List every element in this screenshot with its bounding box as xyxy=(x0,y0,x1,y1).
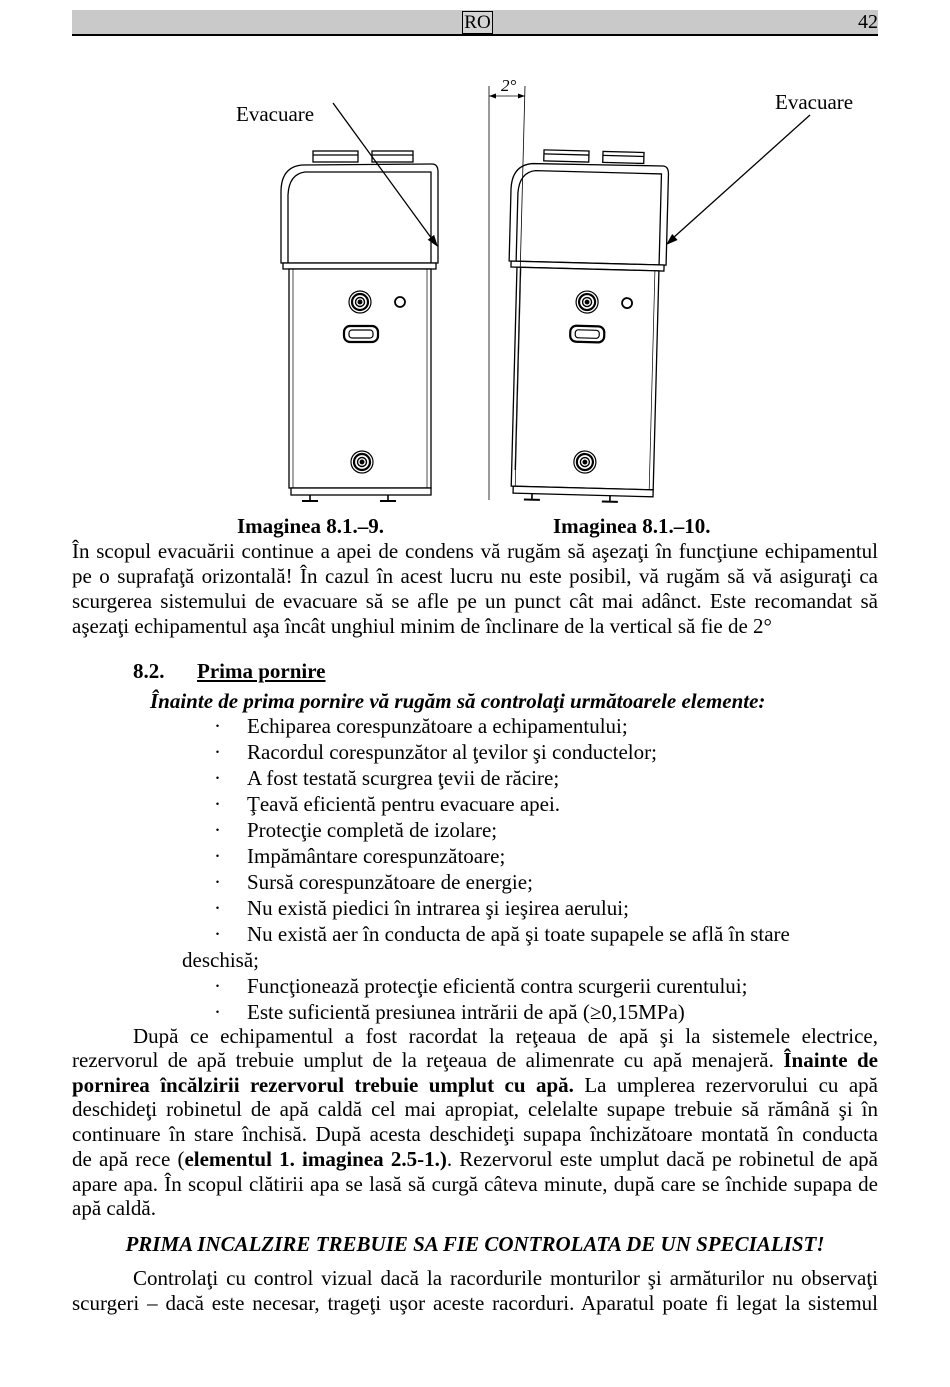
bullet: · xyxy=(214,818,221,842)
list-item xyxy=(0,999,950,1025)
list-item xyxy=(0,843,950,869)
paragraph-3-line-2: scurgeri – dacă este necesar, trageţi uşor aceste racorduri. Aparatul poate fi legat la sistemul xyxy=(72,1291,878,1315)
bold-text-run: pornirea încălzirii rezervorul trebuie umplut cu apă. xyxy=(72,1073,574,1097)
label-evacuare-left: Evacuare xyxy=(236,102,315,126)
list-item xyxy=(0,765,950,791)
list-item xyxy=(0,869,950,895)
list-item-text: Este suficientă presiunea intrării de apă (≥0,15MPa) xyxy=(247,1000,685,1024)
list-item xyxy=(0,973,950,999)
bullet: · xyxy=(214,922,221,946)
checklist-intro: Înainte de prima pornire vă rugăm să controlaţi următoarele elemente: xyxy=(150,689,766,713)
paragraph-1-line-3: scurgerea sistemului de evacuare să se afle pe un punct cât mai adânct. Este recomandat să xyxy=(72,589,878,613)
angle-dimension-arrow-right xyxy=(518,94,525,99)
list-item-text: A fost testată scurgrea ţevii de răcire; xyxy=(247,766,560,790)
list-item-text: Racordul corespunzător al ţevilor şi conductelor; xyxy=(247,740,657,764)
list-item xyxy=(0,791,950,817)
bold-text-run: elementul 1. imaginea 2.5-1.) xyxy=(184,1147,447,1171)
page-number: 42 xyxy=(858,11,878,33)
list-item-text: Ţeavă eficientă pentru evacuare apei. xyxy=(247,792,561,816)
paragraph-2-line-3 xyxy=(72,1073,878,1098)
bullet: · xyxy=(214,870,221,894)
bold-text-run: Înainte de xyxy=(783,1048,878,1072)
paragraph-1-line-1: În scopul evacuării continue a apei de condens vă rugăm să aşezaţi în funcţiune echipamentul xyxy=(72,539,878,563)
figure-caption-right: Imaginea 8.1.–10. xyxy=(553,514,711,538)
installation-figures xyxy=(0,0,950,512)
section-number: 8.2. xyxy=(133,659,165,683)
angle-label: 2° xyxy=(501,76,517,95)
list-item-text: Funcţionează protecţie eficientă contra scurgerii curentului; xyxy=(247,974,748,998)
bullet: · xyxy=(214,714,221,738)
device-drawing-level xyxy=(281,151,438,502)
arrow-right-line xyxy=(673,115,810,238)
list-item-text: Nu există aer în conducta de apă şi toate supapele se află în stare xyxy=(247,922,790,946)
paragraph-2-line-1: După ce echipamentul a fost racordat la reţeaua de apă şi la sistemele electrice, xyxy=(133,1024,878,1048)
bullet: · xyxy=(214,740,221,764)
list-item-continuation-text: deschisă; xyxy=(182,948,259,972)
paragraph-2-line-2 xyxy=(72,1048,878,1073)
bullet: · xyxy=(214,1000,221,1024)
list-item xyxy=(0,921,950,947)
header-language-box: RO xyxy=(462,11,493,34)
text-run: . Rezervorul este umplut dacă pe robinetul de apă xyxy=(446,1147,878,1171)
bullet: · xyxy=(214,792,221,816)
list-item-text: Sursă corespunzătoare de energie; xyxy=(247,870,533,894)
paragraph-2-line-5: continuare în stare închisă. După acesta deschideţi supapa închizătoare montată în conducta xyxy=(72,1122,878,1146)
paragraph-2-line-7: apare apa. În scopul clătirii apa se lasă să curgă câteva minute, după care se închide supapa de xyxy=(72,1172,878,1196)
paragraph-2-line-8: apă caldă. xyxy=(72,1196,156,1220)
bullet: · xyxy=(214,766,221,790)
paragraph-2-line-6 xyxy=(72,1147,878,1172)
angle-dimension-arrow-left xyxy=(489,94,496,99)
list-item-text: Impământare corespunzătoare; xyxy=(247,844,506,868)
list-item-continuation xyxy=(0,947,950,973)
specialist-warning: PRIMA INCALZIRE TREBUIE SA FIE CONTROLATA DE UN SPECIALIST! xyxy=(125,1232,825,1256)
paragraph-2-line-4: deschideţi robinetul de apă caldă cel mai apropiat, celelalte supape trebuie să rămână şi în xyxy=(72,1097,878,1121)
text-run: La umplerea rezervorului cu apă xyxy=(573,1073,878,1097)
paragraph-3-line-1: Controlaţi cu control vizual dacă la racordurile monturilor şi armăturilor nu observaţi xyxy=(133,1266,878,1290)
list-item xyxy=(0,713,950,739)
section-title: Prima pornire xyxy=(197,659,326,683)
figure-caption-left: Imaginea 8.1.–9. xyxy=(237,514,384,538)
label-evacuare-right: Evacuare xyxy=(775,90,854,114)
device-drawing-tilted xyxy=(503,149,669,504)
list-item xyxy=(0,817,950,843)
list-item-text: Protecţie completă de izolare; xyxy=(247,818,498,842)
list-item-text: Echiparea corespunzătoare a echipamentului; xyxy=(247,714,628,738)
bullet: · xyxy=(214,844,221,868)
list-item xyxy=(0,895,950,921)
bullet: · xyxy=(214,974,221,998)
checklist xyxy=(0,713,950,1025)
paragraph-1-line-2: pe o suprafaţă orizontală! În cazul în acest lucru nu este posibil, vă rugăm să vă asiguraţi ca xyxy=(72,564,878,588)
bullet: · xyxy=(214,896,221,920)
list-item-text: Nu există piedici în intrarea şi ieşirea aerului; xyxy=(247,896,629,920)
list-item xyxy=(0,739,950,765)
text-run: de apă rece ( xyxy=(72,1147,185,1171)
text-run: rezervorul de apă trebuie umplut de la reţeaua de alimenrate cu apă menajeră. xyxy=(72,1048,784,1072)
paragraph-1-line-4: aşezaţi echipamentul aşa încât unghiul minim de înclinare de la vertical să fie de 2° xyxy=(72,614,772,638)
